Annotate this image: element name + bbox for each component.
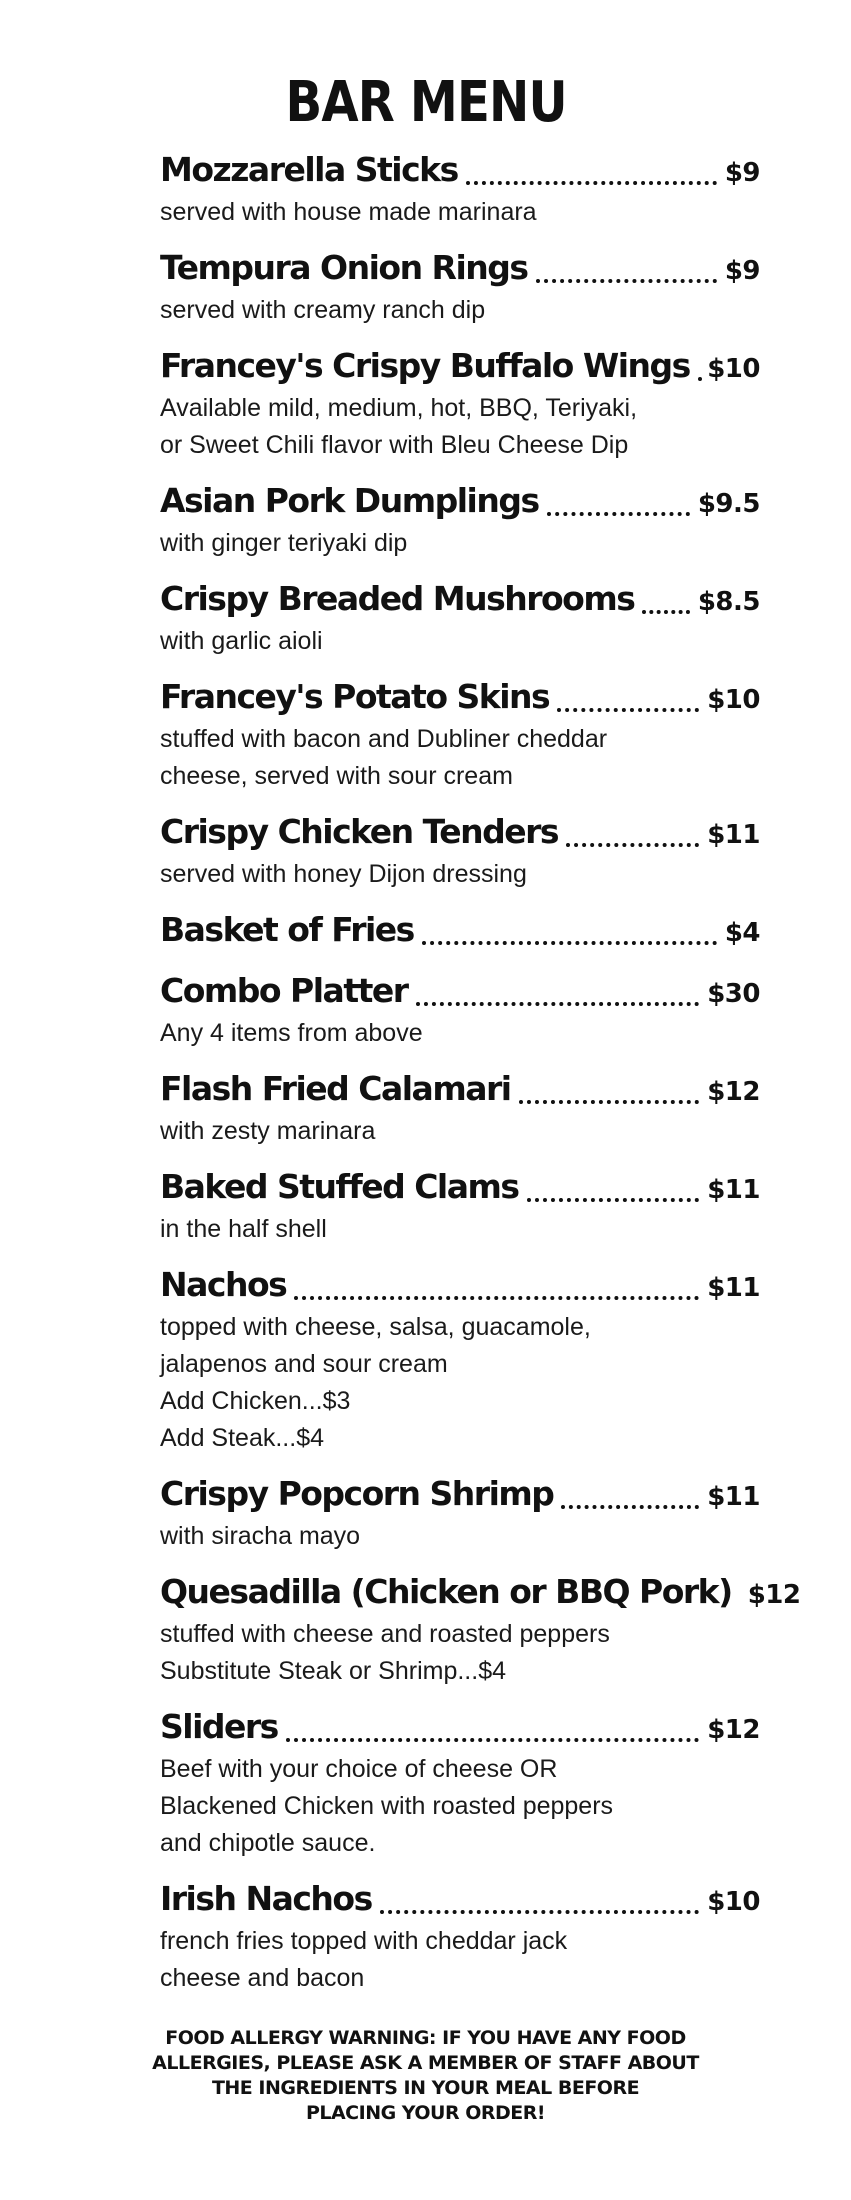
- menu-item-header: [160, 150, 760, 194]
- menu-item-price: $11: [707, 1482, 760, 1512]
- description-line: topped with cheese, salsa, guacamole,: [160, 1313, 591, 1341]
- allergy-warning: [0, 2026, 851, 2126]
- menu-item-list: [160, 150, 801, 2014]
- menu-item-name: Irish Nachos: [160, 1879, 372, 1918]
- menu-item-header: [160, 346, 760, 390]
- menu-item: [160, 1707, 760, 1862]
- dot-leader: [416, 1002, 700, 1006]
- menu-item-description: [160, 1015, 760, 1052]
- description-line: jalapenos and sour cream: [160, 1350, 448, 1378]
- dot-leader: [557, 708, 699, 712]
- menu-item-price: $11: [707, 820, 760, 850]
- menu-item-header: [160, 1707, 760, 1751]
- menu-item-name: Combo Platter: [160, 971, 408, 1010]
- menu-item-price: $10: [707, 354, 760, 384]
- menu-item-header: [160, 1069, 760, 1113]
- menu-item-description: [160, 1616, 760, 1690]
- menu-item-name: Crispy Popcorn Shrimp: [160, 1474, 554, 1513]
- description-line: with ginger teriyaki dip: [160, 529, 408, 557]
- menu-item-name: Sliders: [160, 1707, 278, 1746]
- description-line: Available mild, medium, hot, BBQ, Teriyaki,: [160, 394, 638, 422]
- menu-item: [160, 1474, 760, 1555]
- allergy-warning-line: THE INGREDIENTS IN YOUR MEAL BEFORE: [211, 2077, 640, 2099]
- description-line: with siracha mayo: [160, 1522, 361, 1550]
- description-line: Any 4 items from above: [160, 1019, 423, 1047]
- menu-item-price: $30: [707, 979, 760, 1009]
- menu-item-price: $10: [707, 685, 760, 715]
- description-line: stuffed with cheese and roasted peppers: [160, 1620, 610, 1648]
- menu-item-header: [160, 1167, 760, 1211]
- description-line: with garlic aioli: [160, 627, 323, 655]
- menu-item: [160, 812, 760, 893]
- dot-leader: [380, 1910, 699, 1914]
- menu-item-description: [160, 856, 760, 893]
- description-line: served with house made marinara: [160, 198, 537, 226]
- menu-item: [160, 1572, 801, 1690]
- dot-leader: [698, 377, 699, 381]
- menu-item-name: Basket of Fries: [160, 910, 414, 949]
- menu-item-price: $12: [707, 1715, 760, 1745]
- menu-item: [160, 248, 760, 329]
- dot-leader: [294, 1296, 699, 1300]
- description-line: cheese, served with sour cream: [160, 762, 513, 790]
- menu-item-name: Asian Pork Dumplings: [160, 481, 539, 520]
- description-line: Blackened Chicken with roasted peppers: [160, 1792, 614, 1820]
- menu-item-name: Flash Fried Calamari: [160, 1069, 511, 1108]
- menu-title: BAR MENU: [285, 70, 567, 135]
- menu-item-name: Francey's Potato Skins: [160, 677, 550, 716]
- menu-item-header: [160, 910, 760, 954]
- menu-item-description: [160, 1309, 760, 1457]
- menu-item-header: [160, 1572, 801, 1616]
- menu-item: [160, 1167, 760, 1248]
- menu-item-price: $11: [707, 1273, 760, 1303]
- menu-item-header: [160, 579, 760, 623]
- dot-leader: [536, 279, 717, 283]
- description-line: served with creamy ranch dip: [160, 296, 486, 324]
- description-line: french fries topped with cheddar jack: [160, 1927, 568, 1955]
- menu-item-header: [160, 248, 760, 292]
- menu-item-price: $9.5: [697, 489, 760, 519]
- menu-item-header: [160, 971, 760, 1015]
- description-line: stuffed with bacon and Dubliner cheddar: [160, 725, 608, 753]
- menu-item-name: Crispy Breaded Mushrooms: [160, 579, 635, 618]
- menu-item-price: $12: [707, 1077, 760, 1107]
- menu-item: [160, 150, 760, 231]
- description-line: in the half shell: [160, 1215, 327, 1243]
- menu-item: [160, 1069, 760, 1150]
- menu-item-header: [160, 1265, 760, 1309]
- dot-leader: [422, 941, 717, 945]
- allergy-warning-line: FOOD ALLERGY WARNING: IF YOU HAVE ANY FOOD: [165, 2027, 686, 2049]
- description-line: served with honey Dijon dressing: [160, 860, 527, 888]
- menu-item-name: Mozzarella Sticks: [160, 150, 458, 189]
- menu-item-description: [160, 1113, 760, 1150]
- description-line: Beef with your choice of cheese OR: [160, 1755, 558, 1783]
- menu-item-price: $11: [707, 1175, 760, 1205]
- menu-item: [160, 579, 760, 660]
- menu-item-description: [160, 1211, 760, 1248]
- dot-leader: [527, 1198, 700, 1202]
- menu-item-header: [160, 481, 760, 525]
- menu-item-name: Baked Stuffed Clams: [160, 1167, 519, 1206]
- menu-item-price: $9: [724, 256, 760, 286]
- menu-item-header: [160, 812, 760, 856]
- menu-item-name: Crispy Chicken Tenders: [160, 812, 558, 851]
- menu-item-header: [160, 1879, 760, 1923]
- menu-item-description: [160, 1518, 760, 1555]
- menu-item-description: [160, 525, 760, 562]
- menu-item-price: $12: [747, 1580, 801, 1610]
- menu-item: [160, 1265, 760, 1457]
- dot-leader: [561, 1505, 699, 1509]
- description-line: and chipotle sauce.: [160, 1829, 376, 1857]
- menu-item-name: Nachos: [160, 1265, 287, 1304]
- menu-item-header: [160, 677, 760, 721]
- menu-item-description: [160, 623, 760, 660]
- menu-item-name: Quesadilla (Chicken or BBQ Pork): [160, 1572, 732, 1611]
- dot-leader: [547, 512, 690, 516]
- menu-item: [160, 346, 760, 464]
- allergy-warning-line: PLACING YOUR ORDER!: [305, 2102, 546, 2124]
- menu-item-price: $4: [724, 918, 760, 948]
- menu-item-name: Francey's Crispy Buffalo Wings: [160, 346, 690, 385]
- menu-item-description: [160, 721, 760, 795]
- menu-item: [160, 677, 760, 795]
- menu-item-name: Tempura Onion Rings: [160, 248, 528, 287]
- description-line: Substitute Steak or Shrimp...$4: [160, 1657, 507, 1685]
- menu-item-description: [160, 194, 760, 231]
- menu-item-description: [160, 390, 760, 464]
- dot-leader: [519, 1100, 700, 1104]
- dot-leader: [642, 610, 689, 614]
- description-line: with zesty marinara: [160, 1117, 376, 1145]
- menu-item: [160, 481, 760, 562]
- menu-item-price: $10: [707, 1887, 760, 1917]
- menu-item-description: [160, 1751, 760, 1862]
- dot-leader: [286, 1738, 699, 1742]
- menu-item-description: [160, 1923, 760, 1997]
- dot-leader: [466, 181, 717, 185]
- menu-item-header: [160, 1474, 760, 1518]
- description-line: cheese and bacon: [160, 1964, 365, 1992]
- allergy-warning-line: ALLERGIES, PLEASE ASK A MEMBER OF STAFF ABOUT: [152, 2052, 699, 2074]
- description-line: Add Steak...$4: [160, 1424, 325, 1452]
- dot-leader: [566, 843, 699, 847]
- menu-item: [160, 910, 760, 954]
- menu-item: [160, 971, 760, 1052]
- menu-item-price: $9: [724, 158, 760, 188]
- description-line: Add Chicken...$3: [160, 1387, 351, 1415]
- menu-item-price: $8.5: [697, 587, 760, 617]
- menu-item: [160, 1879, 760, 1997]
- menu-item-description: [160, 292, 760, 329]
- description-line: or Sweet Chili flavor with Bleu Cheese Dip: [160, 431, 629, 459]
